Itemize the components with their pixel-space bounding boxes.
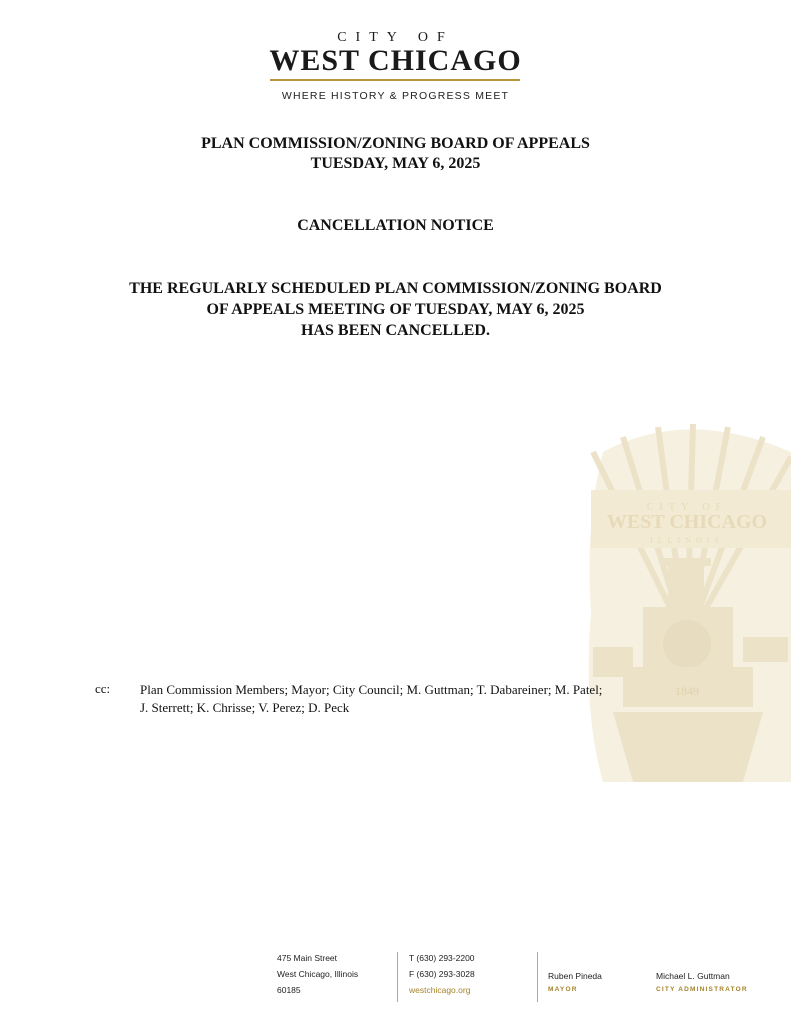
city-seal-watermark [583,412,791,782]
watermark-state: ILLINOIS [650,536,724,545]
address-zip: 60185 [277,985,301,995]
administrator-name: Michael L. Guttman [656,971,730,981]
logo-underline [270,79,520,81]
notice-line-3: HAS BEEN CANCELLED. [301,322,490,339]
mayor-name: Ruben Pineda [548,971,602,981]
tagline: WHERE HISTORY & PROGRESS MEET [281,90,510,102]
footer-divider [397,952,398,1002]
cc-recipients-line-1: Plan Commission Members; Mayor; City Council; M. Guttman; T. Dabareiner; M. Patel; [140,682,603,697]
footer-contact [409,950,475,998]
footer-administrator [656,970,748,996]
administrator-title: CITY ADMINISTRATOR [656,986,748,993]
watermark-year: 1849 [675,684,699,698]
logo-city-of: CITY OF [337,30,454,45]
watermark-city: CITY OF [646,502,728,513]
website-link[interactable]: westchicago.org [409,985,471,995]
document-title: PLAN COMMISSION/ZONING BOARD OF APPEALS [201,135,590,152]
mayor-title: MAYOR [548,986,578,993]
footer [0,950,791,1020]
meeting-date: TUESDAY, MAY 6, 2025 [310,155,481,172]
cc-recipients-line-2: J. Sterrett; K. Chrisse; V. Perez; D. Peck [140,700,350,715]
notice-line-1: THE REGULARLY SCHEDULED PLAN COMMISSION/ZONING BOARD [129,280,662,297]
notice-line-2: OF APPEALS MEETING OF TUESDAY, MAY 6, 2025 [206,301,585,318]
cc-label: cc: [95,681,111,696]
address-street: 475 Main Street [277,953,338,963]
cancellation-heading: CANCELLATION NOTICE [297,217,494,234]
footer-divider [537,952,538,1002]
footer-mayor [548,970,602,996]
watermark-name: WEST CHICAGO [606,511,768,533]
phone-number: T (630) 293-2200 [409,953,475,963]
logo-west-chicago: WEST CHICAGO [269,44,522,77]
fax-number: F (630) 293-3028 [409,969,475,979]
footer-address [277,950,358,998]
address-city: West Chicago, Illinois [277,969,359,979]
